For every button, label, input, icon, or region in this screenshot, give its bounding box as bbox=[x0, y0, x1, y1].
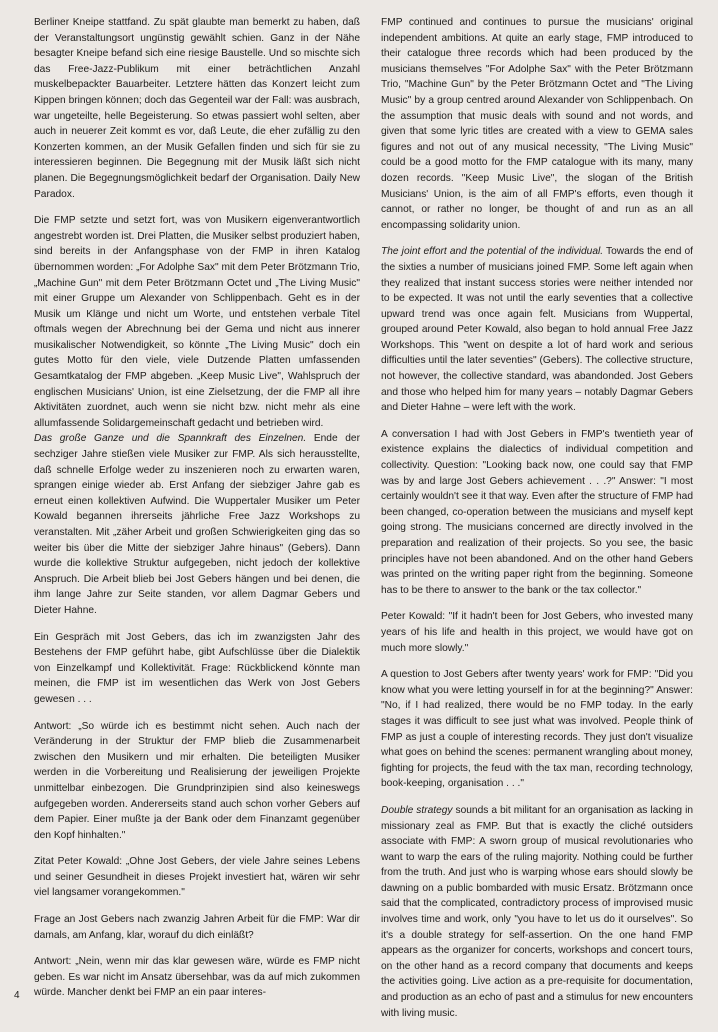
section-lead: The joint effort and the potential of the individual. bbox=[381, 246, 604, 258]
paragraph-text: Zitat Peter Kowald: „Ohne Jost Gebers, der viele Jahre seines Lebens und seiner Gesundheit in dieses Projekt investiert hat, wären wir sehr viel langsamer vorangekommen." bbox=[34, 856, 360, 899]
paragraph bbox=[34, 912, 360, 943]
paragraph-text: Ende der sechziger Jahre stießen viele Musiker zur FMP. Als sich herausstellte, daß schnelle Erfolge weder zu inszenieren noch zu erwarten waren, sprangen einige wieder ab. Erst Anfang der siebziger Jahre gab es erneut einen kollektiven Aufwind. Die Wuppertaler Musiker um Peter Kowald begannen ihrerseits jährliche Free Jazz Workshops zu veranstalten. Mit „zäher Arbeit und großen Schwierigkeiten ging das so weiter bis über die Mitte der siebziger Jahre hinaus" (Gebers). Dann wurde die kollektive Struktur aufgegeben, nicht jedoch der kollektive Anspruch. Die Arbeit blieb bei Jost Gebers hängen und bei denen, die ihm lange Jahre zur Seite standen, vor allem Dagmar Gebers und Dieter Hahne. bbox=[34, 433, 360, 616]
english-text-column bbox=[381, 15, 693, 1032]
paragraph bbox=[34, 15, 360, 202]
page-number: 4 bbox=[14, 990, 20, 1001]
paragraph-text: A question to Jost Gebers after twenty years' work for FMP: "Did you know what you were letting yourself in for at the beginning?" Answer: "No, if I had realized, there would be no FMP today. In the early stages it was difficult to see just what was involved. People think of FMP as just a couple of interesting records. They just don't visualize what goes on behind the scenes: permanent wrangling about money, fighting for projects, the feud with the tax man, recording technology, book-keeping, organisation . . ." bbox=[381, 669, 693, 790]
paragraph bbox=[381, 244, 693, 416]
german-text-column bbox=[34, 15, 360, 1012]
paragraph-text: sounds a bit militant for an organisation as lacking in missionary zeal as FMP. But that is exactly the cliché outsiders associate with FMP: A sworn group of musical revolutionaries who want to warp the ears of the ruling majority. Nothing could be further from the truth. And just who is warping whose ears should slowly be dawning on a public bombarded with music Ersatz. Brötzmann once said that the complicated, contradictory process of improvised music involves time and work, only "you have to let us do it ourselves". So it's a double strategy for self-assertion. On the one hand FMP appears as the organizer for concerts, workshops and concert tours, on the other hand as a record company that documents and keeps the activities going. Live action as a pre-requisite for documentation, and production as an echo of past and a stimulus for new encounters with living music. bbox=[381, 804, 693, 1019]
paragraph-text: Peter Kowald: "If it hadn't been for Jost Gebers, who invested many years of his life and health in this project, we would have got on much more slowly." bbox=[381, 611, 693, 654]
paragraph-text: Antwort: „So würde ich es bestimmt nicht sehen. Auch nach der Veränderung in der Struktur der FMP blieb die Zusammenarbeit zwischen den Musikern und mir erhalten. Die beteiligten Musiker werden in die Vorbereitung und Realisierung der jeweiligen Projekte unmittelbar einbezogen. Die Grundprinzipien sind also keineswegs aufgegeben worden. Andererseits stand auch schon vorher Gebers auf dem Papier. Einer mußte ja der Bank oder dem Finanzamt gegenüber den Kopf hinhalten." bbox=[34, 720, 360, 841]
paragraph bbox=[34, 213, 360, 431]
paragraph bbox=[34, 719, 360, 844]
paragraph-text: Towards the end of the sixties a number of musicians joined FMP. Some left again when they realized that instant success stories were neither intended nor to be expected. It was not until the early seventies that a collective upward trend was once again felt. Musicians from Wuppertal, grouped around Peter Kowald, also began to hold annual Free Jazz Workshops. This "went on despite a lot of hard work and serious difficulties until the later seventies" (Gebers). The collective structure, not however, the collective standard, was abandonded. Jost Gebers and those who helped him for many years – notably Dagmar Gebers and Dieter Hahne – were left with the work. bbox=[381, 246, 693, 414]
section-lead: Das große Ganze und die Spannkraft des Einzelnen. bbox=[34, 433, 307, 445]
paragraph bbox=[34, 854, 360, 901]
paragraph bbox=[381, 667, 693, 792]
paragraph-text: FMP continued and continues to pursue the musicians' original independent ambitions. At quite an early stage, FMP introduced to their catalogue three records which had been produced by the musicians themselves "For Adolphe Sax" with the Peter Brötzmann Trio, "Machine Gun" by the Peter Brötzmann Octet and "The Living Music" by a group centred around Alexander von Schlippenbach. On the assumption that music deals with sound and not words, and given that some lyric titles are created with a view to GEMA sales figures and not out of any musical necessity, "The Living Music" could be a good motto for the FMP catalogue with its many, many dozen records. "Keep Music Live", the slogan of the British Musicians' Union, is the aim of all FMP's efforts, even though it cannot, or rather no longer, be thought of and run as an all encompassing solidarity union. bbox=[381, 17, 693, 231]
paragraph-text: Die FMP setzte und setzt fort, was von Musikern eigenverantwortlich angestrebt worden ist. Drei Platten, die Musiker selbst produziert haben, sind bereits in der Anfangsphase von der FMP in ihren Katalog übernommen worden: „For Adolphe Sax" mit dem Peter Brötzmann Trio, „Machine Gun" mit dem Peter Brötzmann Octet und „The Living Music" mit einer Gruppe um Alexander von Schlippenbach. Geht es in der Musik um Klänge und nicht um Worte, und entstehen verbale Titel oftmals wegen der Abrechnung bei der Gema und nicht aus innerer musikalischer Notwendigkeit, so könnte „The Living Music" doch ein gutes Motto für den viele, viele Dutzende Platten umfassenden Gesamtkatalog der FMP abgeben. „Keep Music Live", Wahlspruch der englischen Musicians' Union, ist eine Zielsetzung, der die FMP all ihre Aktivitäten zuordnet, auch wenn sie nicht bzw. nicht mehr als eine allumfassende Solidargemeinschaft gedacht und betrieben wird. bbox=[34, 215, 360, 429]
paragraph bbox=[381, 15, 693, 233]
paragraph bbox=[34, 630, 360, 708]
paragraph bbox=[34, 954, 360, 1001]
paragraph-text: Frage an Jost Gebers nach zwanzig Jahren Arbeit für die FMP: War dir damals, am Anfang, klar, worauf du dich einläßt? bbox=[34, 914, 360, 941]
paragraph bbox=[381, 427, 693, 599]
paragraph-text: Antwort: „Nein, wenn mir das klar gewesen wäre, würde es FMP nicht geben. Es war nicht im Ansatz übersehbar, was da auf mich zukommen würde. Mancher denkt bei FMP an ein paar interes- bbox=[34, 956, 360, 999]
paragraph-text: Ein Gespräch mit Jost Gebers, das ich im zwanzigsten Jahr des Bestehens der FMP geführt habe, gibt Aufschlüsse über die Dialektik von Einzelkampf und Kollektivität. Frage: Rückblickend könnte man meinen, die FMP ist im wesentlichen das Werk von Jost Gebers gewesen . . . bbox=[34, 631, 360, 705]
paragraph bbox=[381, 609, 693, 656]
paragraph-text: A conversation I had with Jost Gebers in FMP's twentieth year of existence explains the dialectics of individual competition and collectivity. Question: "Looking back now, one could say that FMP was by and large Jost Gebers achievement . . .?" Answer: "I most certainly wouldn't see it that way. Even after the structure of FMP had been changed, co-operation between the musicians and myself kept going strong. The musicians concerned are directly involved in the preparation and realization of their projects. So you see, the basic principles have not been abandoned. And on the other hand Gebers was printed on the writing paper right from the beginning. Someone has to be there to answer to the bank or the tax collector." bbox=[381, 428, 693, 596]
paragraph bbox=[34, 431, 360, 618]
paragraph-text: Berliner Kneipe stattfand. Zu spät glaubte man bemerkt zu haben, daß der Veranstaltungsort ungünstig gewählt schien. Ganz in der Nähe besagter Kneipe befand sich eine riesige Baustelle. Und so mischte sich das Free-Jazz-Publikum mit einer beträchtlichen Anzahl muskelbepackter Bauarbeiter. Letztere hätten das Konzert leicht zum Kippen bringen können; doch das Gegenteil war der Fall: was ausbrach, war ungeteilte, helle Begeisterung. So etwas passiert wohl selten, aber auch in neuerer Zeit kommt es vor, daß Leute, die eher zufällig zu den Konzerten kommen, an der Musik Gefallen finden und sich für sie zu interessieren beginnen. Die Begegnung mit der Musik läßt sich nicht planen. Die Begegnungsmöglichkeit bedarf der Organisation. Daily New Paradox. bbox=[34, 17, 360, 200]
section-lead: Double strategy bbox=[381, 804, 453, 816]
paragraph bbox=[381, 803, 693, 1021]
